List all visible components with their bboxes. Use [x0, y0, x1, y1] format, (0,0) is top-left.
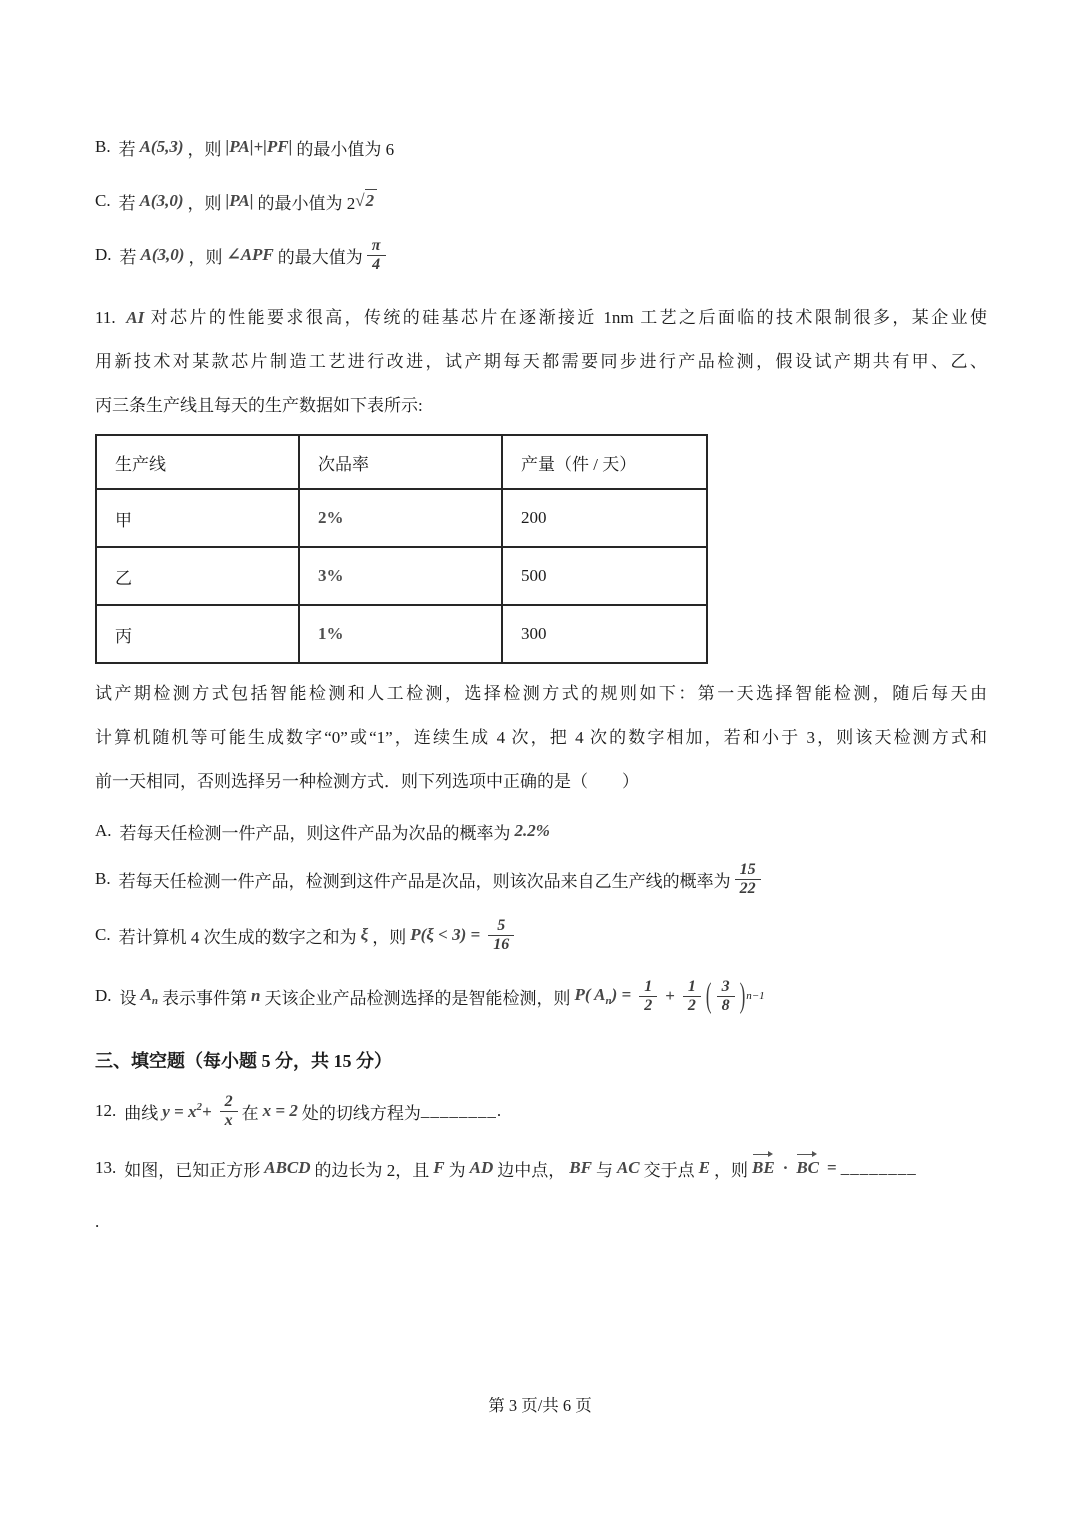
- equals-sign: =: [827, 1158, 837, 1177]
- option-label: C.: [95, 191, 111, 210]
- question-text: .: [496, 1101, 502, 1120]
- formula-x-equals-2: x = 2: [262, 1101, 298, 1120]
- table-cell: 1%: [299, 605, 502, 663]
- question-text: 边中点，: [497, 1160, 566, 1180]
- question-text: ，则: [713, 1160, 748, 1180]
- option-text: ，则: [187, 139, 222, 159]
- radical-sign: √: [355, 191, 365, 210]
- table-cell: 乙: [96, 547, 299, 605]
- table-cell: 丙: [96, 605, 299, 663]
- right-parenthesis: ): [739, 975, 746, 1015]
- formula-f: F: [433, 1158, 445, 1177]
- superscript-n-minus-1: n−1: [746, 990, 765, 1002]
- stray-period: .: [95, 1212, 100, 1231]
- option-text: 的最大值为: [277, 247, 363, 267]
- radicand: 2: [365, 189, 378, 210]
- rule-line: [95, 716, 987, 760]
- option-label: B.: [95, 869, 111, 888]
- table-cell: 200: [502, 489, 707, 547]
- table-cell: 2%: [299, 489, 502, 547]
- option-text: 若计算机 4 次生成的数字之和为: [118, 927, 357, 947]
- formula-a: A: [140, 985, 152, 1004]
- question-text: 的边长为 2，且: [314, 1160, 430, 1180]
- formula-p-an: [570, 985, 635, 1007]
- formula-event-an: [137, 985, 162, 1007]
- table-cell: 500: [502, 547, 707, 605]
- question-number: 11.: [95, 308, 116, 327]
- table-row: [96, 489, 707, 547]
- option-label: B.: [95, 137, 111, 156]
- formula-p-open: P( A: [574, 985, 606, 1004]
- option-text: 表示事件第: [162, 988, 247, 1008]
- fraction-numerator: π: [371, 236, 381, 254]
- stem-line: [95, 340, 987, 384]
- rule-text: 前一天相同，否则选择另一种检测方式．则下列选项中正确的是（ ）: [95, 772, 639, 791]
- fraction-5-16: [488, 917, 514, 954]
- production-table: [95, 434, 708, 664]
- fraction-2-x: [220, 1093, 238, 1130]
- rule-text: 试产期检测方式包括智能检测和人工检测，选择检测方式的规则如下：第一天选择智能检测，随后每天由: [95, 684, 987, 703]
- left-parenthesis: (: [705, 975, 712, 1015]
- option-label: C.: [95, 925, 111, 944]
- option-text: 若每天任检测一件产品，检测到这件产品是次品，则该次品来自乙生产线的概率为: [118, 871, 731, 891]
- fraction-denominator: x: [220, 1111, 238, 1130]
- formula-sqrt: [355, 191, 377, 211]
- option-text: ，则: [188, 247, 223, 267]
- fraction-numerator: 2: [224, 1092, 233, 1110]
- formula-pa: |PA|: [225, 191, 254, 210]
- option-text: ，则: [372, 927, 407, 947]
- stem-text: 用新技术对某款芯片制造工艺进行改进，试产期每天都需要同步进行产品检测，假设试产期共有甲、乙、: [95, 352, 987, 371]
- formula-n: n: [251, 986, 261, 1005]
- question-number: 13.: [95, 1158, 117, 1177]
- answer-blank: ________: [420, 1101, 497, 1120]
- fraction-denominator: 2: [639, 996, 657, 1015]
- table-header-cell: 次品率: [299, 435, 502, 489]
- option-label: D.: [95, 245, 112, 264]
- formula-angle-apf: ∠APF: [226, 245, 274, 264]
- stem-line: [95, 384, 987, 428]
- q13: [95, 1150, 987, 1186]
- formula-e: E: [698, 1158, 710, 1177]
- fraction-15-22: [735, 861, 761, 898]
- table-cell: 300: [502, 605, 707, 663]
- fraction-numerator: 1: [644, 977, 653, 995]
- rule-line: [95, 672, 987, 716]
- option-text: 若: [118, 139, 136, 159]
- dot-operator: ·: [782, 1158, 789, 1177]
- option-text: 天该企业产品检测选择的是智能检测，则: [264, 988, 571, 1008]
- fraction-numerator: 15: [739, 860, 756, 878]
- q11-option-a: [95, 810, 987, 852]
- formula-curve: [158, 1101, 215, 1122]
- fraction-pi-4: [367, 237, 386, 274]
- option-text: 若: [119, 247, 137, 267]
- fraction-1-2: [683, 978, 701, 1015]
- fraction-denominator: 8: [717, 996, 735, 1015]
- answer-blank: ________: [840, 1158, 917, 1177]
- formula-ad: AD: [469, 1158, 494, 1177]
- stem-text: 对芯片的性能要求很高，传统的硅基芯片在逐渐接近 1nm 工艺之后面临的技术限制很多，某企业使: [148, 308, 987, 327]
- fraction-denominator: 22: [735, 879, 761, 898]
- q11-option-c: [95, 906, 987, 964]
- stem-line: [95, 296, 987, 340]
- question-text: 为: [448, 1160, 466, 1180]
- formula-ac: AC: [616, 1158, 640, 1177]
- option-text: 的最小值为 6: [296, 139, 395, 159]
- fraction-1-2: [639, 978, 657, 1015]
- formula-bf: BF: [569, 1158, 592, 1177]
- q11-option-b: [95, 852, 987, 906]
- formula-percent: 2.2%: [514, 821, 550, 840]
- formula-xi: ξ: [360, 925, 369, 944]
- formula-point-a: A(3,0): [140, 245, 185, 264]
- rule-line: [95, 760, 987, 804]
- plus-sign: +: [201, 1101, 212, 1121]
- option-text: 的最小值为 2: [257, 193, 356, 213]
- formula-point-a: A(5,3): [139, 137, 184, 156]
- q11-rule-paragraph: [95, 672, 987, 804]
- question-text: 在: [241, 1103, 259, 1123]
- option-label: A.: [95, 821, 112, 840]
- fraction-denominator: 4: [367, 255, 386, 274]
- formula-pa-pf: |PA|+|PF|: [225, 137, 293, 156]
- fraction-numerator: 1: [687, 977, 696, 995]
- option-text: ，则: [187, 193, 222, 213]
- page-content: [95, 120, 987, 1232]
- table-header-cell: 产量（件 / 天）: [502, 435, 707, 489]
- q11-option-d: [95, 964, 987, 1028]
- section-title: 三、填空题（每小题 5 分，共 15 分）: [95, 1051, 392, 1071]
- formula-p-close: ) =: [611, 985, 632, 1004]
- formula-probability: P(ξ < 3) =: [410, 925, 481, 944]
- option-text: 设: [119, 988, 137, 1008]
- fraction-numerator: 3: [721, 977, 730, 995]
- vector-be: BE: [751, 1158, 775, 1177]
- vector-bc: BC: [796, 1158, 820, 1177]
- page-footer: 第 3 页/共 6 页: [488, 1396, 592, 1415]
- superscript-2: 2: [196, 1100, 202, 1113]
- option-label: D.: [95, 986, 112, 1005]
- table-cell: 3%: [299, 547, 502, 605]
- fraction-3-8: [717, 978, 735, 1015]
- table-row: [96, 605, 707, 663]
- table-header-cell: 生产线: [96, 435, 299, 489]
- q11-stem: [95, 296, 987, 428]
- option-text: 若每天任检测一件产品，则这件产品为次品的概率为: [119, 823, 511, 843]
- fraction-denominator: 16: [488, 935, 514, 954]
- question-text: 曲线: [124, 1103, 159, 1123]
- question-number: 12.: [95, 1101, 117, 1120]
- table-header-row: [96, 435, 707, 489]
- rule-text: 计算机随机等可能生成数字“0”或“1”，连续生成 4 次，把 4 次的数字相加，若和小于 3，则该天检测方式和: [95, 728, 987, 747]
- stem-text: 丙三条生产线且每天的生产数据如下表所示:: [95, 396, 423, 415]
- formula-point-a: A(3,0): [139, 191, 184, 210]
- question-text: 与: [595, 1160, 613, 1180]
- subscript-n: n: [605, 995, 612, 1007]
- table-cell: 甲: [96, 489, 299, 547]
- formula-abcd: ABCD: [264, 1158, 311, 1177]
- question-text: 交于点: [643, 1160, 695, 1180]
- question-text: 处的切线方程为: [301, 1103, 421, 1123]
- option-text: 若: [118, 193, 136, 213]
- formula-ai: AI: [126, 308, 145, 327]
- question-text: 如图，已知正方形: [124, 1160, 261, 1180]
- subscript-n: n: [151, 995, 158, 1007]
- q10-option-b: [95, 120, 987, 174]
- q12: [95, 1082, 987, 1140]
- table-row: [96, 547, 707, 605]
- q10-option-c: [95, 174, 987, 228]
- q10-option-d: [95, 228, 987, 282]
- fraction-numerator: 5: [497, 916, 506, 934]
- fraction-denominator: 2: [683, 996, 701, 1015]
- plus-sign: +: [665, 986, 675, 1005]
- formula-y-x: y = x: [162, 1101, 197, 1121]
